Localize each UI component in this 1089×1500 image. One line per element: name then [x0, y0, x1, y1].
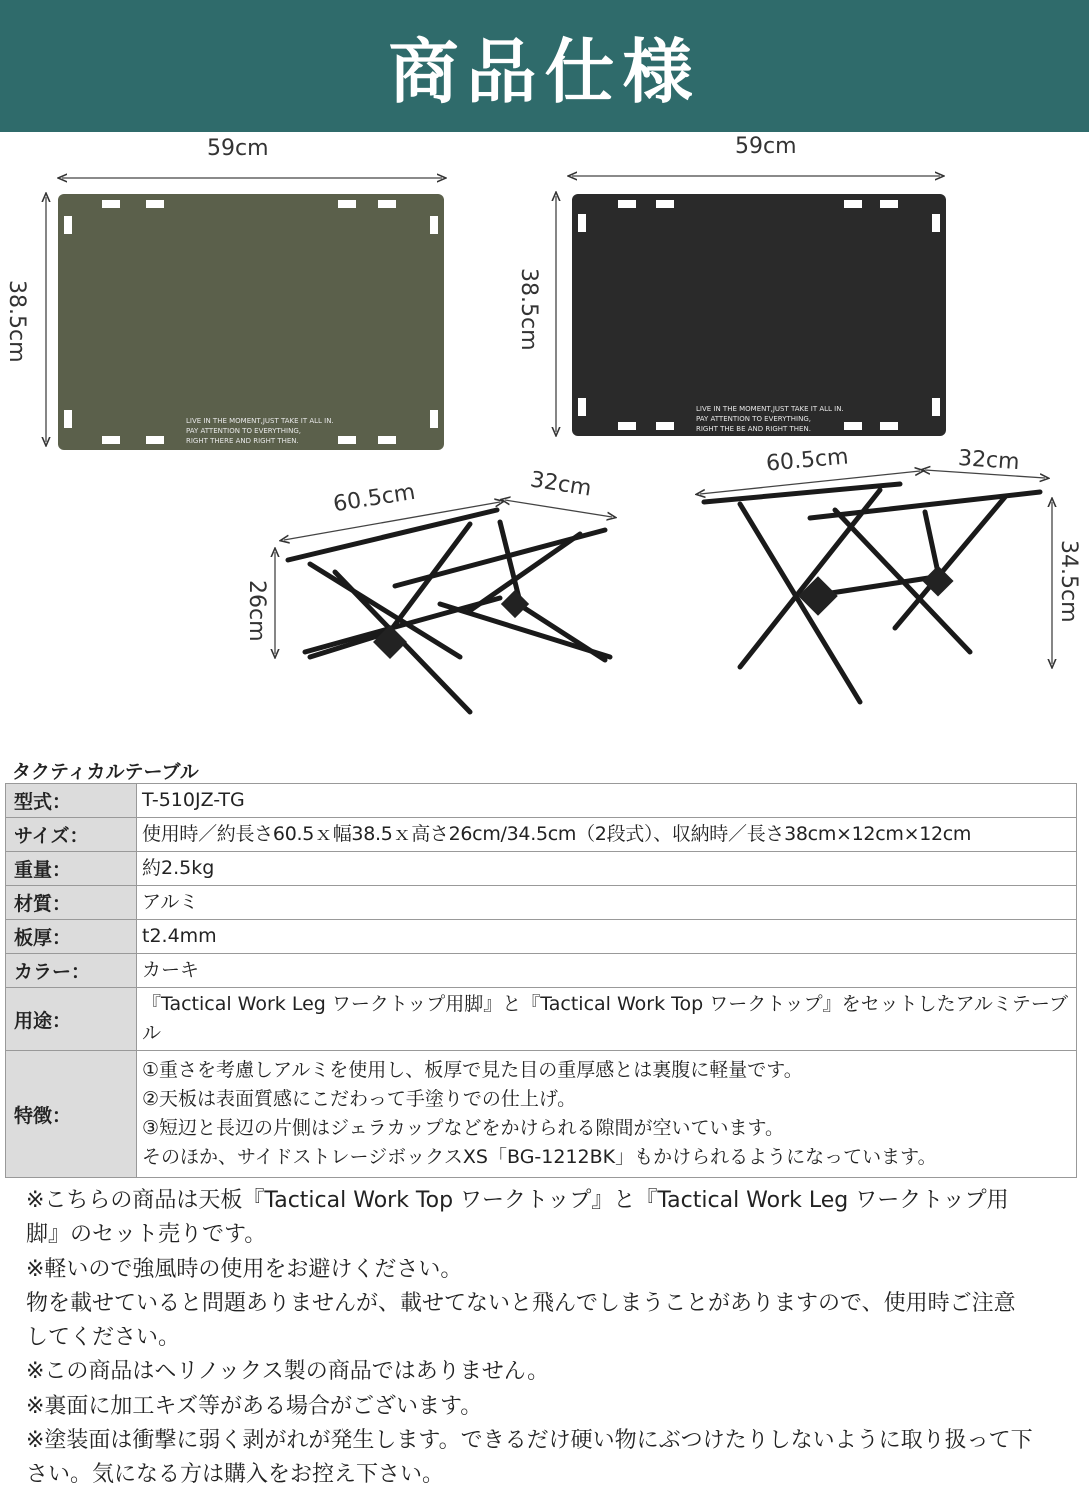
- spec-value: 『Tactical Work Leg ワークトップ用脚』と『Tactical Work Top ワークトップ』をセットしたアルミテーブル: [137, 988, 1077, 1051]
- spec-row: [6, 920, 1077, 954]
- spec-row: [6, 818, 1077, 852]
- spec-value: カーキ: [137, 954, 1077, 988]
- leg-left-depth-line: [505, 500, 612, 517]
- dim-top-left-width: 59cm: [207, 136, 269, 161]
- note: ※軽いので強風時の使用をお避けください。: [26, 1256, 463, 1282]
- spec-value: T-510JZ-TG: [137, 784, 1077, 818]
- spec-value: t2.4mm: [137, 920, 1077, 954]
- leg-frame-low: [288, 510, 610, 712]
- dim-leg-right-height: 34.5cm: [1056, 540, 1081, 623]
- tabletop-motto: LIVE IN THE MOMENT,JUST TAKE IT ALL IN. PAY ATTENTION TO EVERYTHING, RIGHT THE BE AND RIGHT THEN.: [696, 405, 844, 433]
- leg-joint: [501, 590, 529, 618]
- spec-row: [6, 954, 1077, 988]
- note: ※裏面に加工キズ等がある場合がございます。: [26, 1393, 483, 1419]
- note: ※塗装面は衝撃に弱く剥がれが発生します。できるだけ硬い物にぶつけたりしないように取り扱って下さい。気になる方は購入をお控え下さい。: [26, 1428, 1033, 1488]
- spec-value: アルミ: [137, 886, 1077, 920]
- note: ※こちらの商品は天板『Tactical Work Top ワークトップ』と『Tactical Work Leg ワークトップ用脚』のセット売りです。: [26, 1188, 1009, 1248]
- spec-features: [137, 1051, 1077, 1178]
- spec-row: [6, 784, 1077, 818]
- spec-key: カラー：: [6, 954, 137, 988]
- spec-table: [5, 783, 1077, 1178]
- tabletop-black: [572, 194, 946, 436]
- spec-key: 用途：: [6, 988, 137, 1051]
- spec-row-features: [6, 1051, 1077, 1178]
- notes: [26, 1184, 1036, 1493]
- spec-title: タクティカルテーブル: [12, 761, 199, 783]
- spec-key: 特徴：: [6, 1051, 137, 1178]
- spec-key: 重量：: [6, 852, 137, 886]
- spec-row: [6, 988, 1077, 1051]
- note: ※この商品はヘリノックス製の商品ではありません。: [26, 1359, 550, 1385]
- feature-item: ②天板は表面質感にこだわって手塗りでの仕上げ。: [142, 1088, 577, 1110]
- dim-leg-left-length: 60.5cm: [331, 479, 417, 518]
- dim-top-right-width: 59cm: [735, 134, 797, 159]
- spec-value: 約2.5kg: [137, 852, 1077, 886]
- dim-leg-left-depth: 32cm: [528, 467, 594, 502]
- tabletop-motto: LIVE IN THE MOMENT,JUST TAKE IT ALL IN. PAY ATTENTION TO EVERYTHING, RIGHT THERE AND RIGHT THEN.: [186, 417, 334, 445]
- tabletop-khaki: [58, 194, 444, 450]
- product-figure: [0, 132, 1089, 752]
- spec-key: 板厚：: [6, 920, 137, 954]
- feature-item: ①重さを考慮しアルミを使用し、板厚で見た目の重厚感とは裏腹に軽量です。: [142, 1059, 803, 1081]
- spec-key: サイズ：: [6, 818, 137, 852]
- page-header: [0, 0, 1089, 132]
- dim-leg-left-height: 26cm: [244, 580, 269, 642]
- page-title: 商品仕様: [388, 30, 701, 113]
- dim-top-right-height: 38.5cm: [516, 268, 541, 351]
- spec-key: 材質：: [6, 886, 137, 920]
- feature-item: ③短辺と長辺の片側はジェラカップなどをかけられる隙間が空いています。: [142, 1117, 784, 1139]
- note: 物を載せていると問題ありませんが、載せてないと飛んでしまうことがありますので、使用時ご注意してください。: [26, 1290, 1016, 1351]
- spec-value: 使用時／約長さ60.5ｘ幅38.5ｘ高さ26cm/34.5cm（2段式）、収納時／長さ38cm×12cm×12cm: [137, 818, 1077, 852]
- dim-leg-right-length: 60.5cm: [765, 444, 850, 477]
- spec-row: [6, 886, 1077, 920]
- spec-row: [6, 852, 1077, 886]
- dim-leg-right-depth: 32cm: [957, 445, 1021, 476]
- spec-key: 型式：: [6, 784, 137, 818]
- leg-frame-high: [704, 484, 1040, 702]
- feature-item: そのほか、サイドストレージボックスXS「BG-1212BK」もかけられるようになっています。: [142, 1146, 937, 1168]
- dim-top-left-height: 38.5cm: [4, 280, 29, 363]
